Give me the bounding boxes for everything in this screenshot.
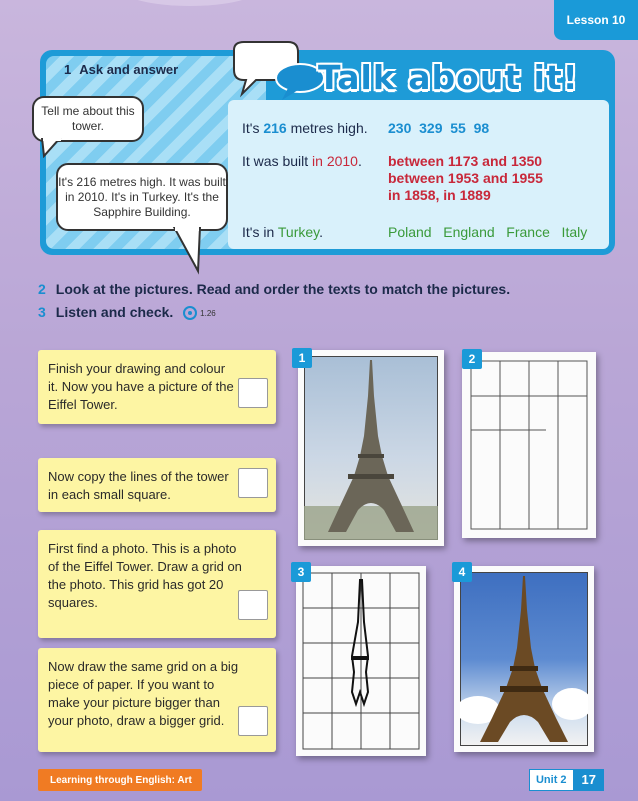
- question-bubble: Tell me about this tower.: [32, 96, 144, 142]
- row-height-pre: It's: [242, 120, 264, 136]
- order-answer-box[interactable]: [238, 378, 268, 408]
- talk-about-it-title: Talk about it!: [318, 58, 579, 97]
- audio-track[interactable]: [183, 306, 216, 320]
- picture-1-photo-grid: [298, 350, 444, 546]
- question-bubble-tail: [40, 138, 64, 158]
- row-country-options: Poland England France Italy: [388, 224, 588, 240]
- page-number: 17: [574, 769, 604, 791]
- audio-track-code: 1.26: [200, 308, 216, 318]
- footer-subject-label: Learning through English: Art: [38, 769, 202, 791]
- row-height-value: 216: [263, 120, 287, 136]
- activity-number: 1: [64, 62, 72, 77]
- activity-1-title: [64, 62, 178, 77]
- instruction-2-text: Look at the pictures. Read and order the texts to match the pictures.: [55, 281, 511, 297]
- note-text: Now draw the same grid on a big piece of paper. If you want to make your picture bigger than your photo, draw a bigger grid.: [48, 659, 239, 728]
- empty-grid-drawing: [470, 360, 588, 530]
- order-answer-box[interactable]: [238, 706, 268, 736]
- row-built-value: in 2010: [312, 153, 358, 169]
- instruction-3: [38, 304, 216, 320]
- row-country-pre: It's in: [242, 224, 278, 240]
- unit-label: Unit 2: [529, 769, 574, 791]
- note-copy-lines: [38, 458, 276, 512]
- decorative-arc: [120, 0, 260, 6]
- row-country-value: Turkey: [277, 224, 320, 240]
- picture-3-outline-drawing: [296, 566, 426, 756]
- instruction-3-text: Listen and check.: [55, 304, 174, 320]
- picture-number: 4: [452, 562, 472, 582]
- row-built-post: .: [357, 153, 362, 169]
- picture-2-empty-grid: [462, 352, 596, 538]
- activity-label: Ask and answer: [79, 62, 179, 77]
- order-answer-box[interactable]: [238, 468, 268, 498]
- built-option-1: between 1173 and 1350: [388, 153, 543, 169]
- tower-outline-drawing: [302, 572, 420, 750]
- row-built-options: [388, 153, 543, 204]
- answer-bubble-tail: [170, 227, 210, 275]
- eiffel-tower-coloured-icon: [460, 572, 588, 746]
- built-option-2: between 1953 and 1955: [388, 170, 543, 186]
- row-country-post: .: [319, 224, 323, 240]
- note-text: First find a photo. This is a photo of the Eiffel Tower. Draw a grid on the photo. This grid has got 20 squares.: [48, 541, 242, 610]
- built-option-3: in 1858, in 1889: [388, 187, 491, 203]
- row-height-options: 230 329 55 98: [388, 120, 490, 136]
- note-finish-drawing: [38, 350, 276, 424]
- note-find-photo: [38, 530, 276, 638]
- picture-number: 2: [462, 349, 482, 369]
- eiffel-tower-photo-icon: [304, 356, 438, 540]
- row-country-label: [242, 224, 323, 240]
- note-draw-grid: [38, 648, 276, 752]
- picture-4-coloured-drawing: [454, 566, 594, 752]
- instruction-3-number: 3: [38, 304, 46, 320]
- footer-page-info: [529, 769, 604, 791]
- instruction-2-number: 2: [38, 281, 46, 297]
- row-built-label: [242, 153, 362, 169]
- row-built-pre: It was built: [242, 153, 313, 169]
- order-answer-box[interactable]: [238, 590, 268, 620]
- picture-number: 3: [291, 562, 311, 582]
- cd-audio-icon[interactable]: [183, 306, 197, 320]
- row-height-post: metres high.: [286, 120, 368, 136]
- picture-number: 1: [292, 348, 312, 368]
- instruction-2: [38, 281, 510, 297]
- note-text: Finish your drawing and colour it. Now you have a picture of the Eiffel Tower.: [48, 361, 234, 412]
- speech-bubbles-icon: [226, 40, 330, 102]
- note-text: Now copy the lines of the tower in each small square.: [48, 469, 229, 502]
- lesson-tab: Lesson 10: [554, 0, 638, 40]
- row-height-label: [242, 120, 368, 136]
- answer-bubble: It's 216 metres high. It was built in 2010. It's in Turkey. It's the Sapphire Building.: [56, 163, 228, 231]
